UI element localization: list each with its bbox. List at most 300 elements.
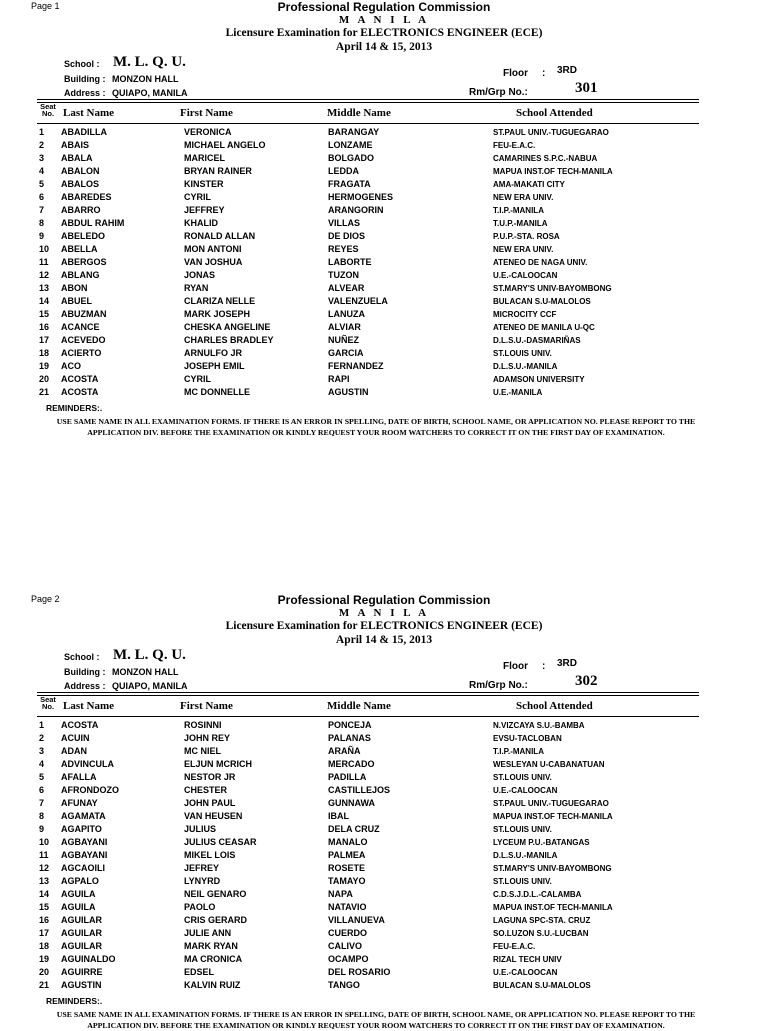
exam-title: Licensure Examination for ELECTRONICS ENGINEER (ECE) — [225, 27, 543, 39]
first-name: KHALID — [184, 218, 218, 228]
school-value: M. L. Q. U. — [113, 647, 186, 663]
last-name: ACOSTA — [61, 374, 99, 384]
last-name: AFRONDOZO — [61, 785, 119, 795]
middle-name: DE DIOS — [328, 231, 366, 241]
last-name: AGAMATA — [61, 811, 106, 821]
table-row — [0, 387, 768, 400]
middle-name: IBAL — [328, 811, 349, 821]
first-name: PAOLO — [184, 902, 216, 912]
last-name: ABERGOS — [61, 257, 107, 267]
address-value: QUIAPO, MANILA — [112, 681, 188, 691]
school-attended: T.U.P.-MANILA — [493, 219, 548, 228]
first-name: JOHN PAUL — [184, 798, 236, 808]
table-row — [0, 335, 768, 348]
middle-name: NATAVIO — [328, 902, 367, 912]
table-row — [0, 374, 768, 387]
middle-name: MANALO — [328, 837, 368, 847]
last-name: ADVINCULA — [61, 759, 114, 769]
last-name: ABALOS — [61, 179, 99, 189]
last-name: ABALON — [61, 166, 100, 176]
school-attended: FEU-E.A.C. — [493, 942, 536, 951]
middle-name: VILLAS — [328, 218, 361, 228]
seat-number: 7 — [39, 798, 45, 808]
last-name: ABADILLA — [61, 127, 107, 137]
first-name: CYRIL — [184, 374, 211, 384]
table-row — [0, 348, 768, 361]
table-row — [0, 257, 768, 270]
first-name: MC NIEL — [184, 746, 221, 756]
seat-number: 8 — [39, 811, 45, 821]
school-attended: U.E.-CALOOCAN — [493, 786, 558, 795]
first-name-header: First Name — [180, 700, 233, 712]
first-name: KALVIN RUIZ — [184, 980, 241, 990]
first-name: JULIUS — [184, 824, 217, 834]
last-name: AFUNAY — [61, 798, 98, 808]
last-name: ACOSTA — [61, 387, 99, 397]
school-attended: ST.LOUIS UNIV. — [493, 773, 552, 782]
first-name: MON ANTONI — [184, 244, 242, 254]
first-name: NEIL GENARO — [184, 889, 247, 899]
middle-name: NUÑEZ — [328, 335, 359, 345]
table-row — [0, 322, 768, 335]
table-row — [0, 772, 768, 785]
seat-number: 21 — [39, 387, 50, 397]
seat-number: 5 — [39, 179, 45, 189]
middle-name: ALVIAR — [328, 322, 361, 332]
school-label: School : — [64, 59, 100, 69]
table-row — [0, 967, 768, 980]
seat-number: 18 — [39, 941, 50, 951]
middle-name: PADILLA — [328, 772, 367, 782]
school-attended: T.I.P.-MANILA — [493, 206, 544, 215]
table-row — [0, 980, 768, 993]
middle-name: LANUZA — [328, 309, 365, 319]
room-number: 302 — [575, 673, 598, 689]
table-row — [0, 166, 768, 179]
seat-number: 14 — [39, 889, 50, 899]
table-row — [0, 915, 768, 928]
table-row — [0, 733, 768, 746]
seat-number: 16 — [39, 915, 50, 925]
table-row — [0, 889, 768, 902]
table-row — [0, 811, 768, 824]
school-attended: P.U.P.-STA. ROSA — [493, 232, 560, 241]
table-row — [0, 205, 768, 218]
city-title: M A N I L A — [338, 607, 430, 619]
school-attended: EVSU-TACLOBAN — [493, 734, 562, 743]
table-row — [0, 876, 768, 889]
first-name: BRYAN RAINER — [184, 166, 252, 176]
middle-name: AGUSTIN — [328, 387, 369, 397]
first-name: CYRIL — [184, 192, 211, 202]
middle-name-header: Middle Name — [327, 107, 391, 119]
reminders-label: REMINDERS:. — [46, 403, 103, 413]
last-name: ABELEDO — [61, 231, 106, 241]
school-attended: MAPUA INST.OF TECH-MANILA — [493, 903, 613, 912]
seat-number: 1 — [39, 127, 45, 137]
reminder-note: USE SAME NAME IN ALL EXAMINATION FORMS. IF THERE IS AN ERROR IN SPELLING, DATE OF BIRTH, SCHOOL NAME, OR APPLICATION NO. PLEASE REPORT TO THE APPLICATION DIV. BEFORE THE EXAMINATION OR KINDLY REQUEST YOUR ROOM WATCHERS TO CORRECT IT ON THE FIRST DAY OF EXAMINATION. — [56, 1010, 696, 1030]
table-row — [0, 296, 768, 309]
table-row — [0, 140, 768, 153]
middle-name: CUERDO — [328, 928, 368, 938]
address-value: QUIAPO, MANILA — [112, 88, 188, 98]
seat-number: 17 — [39, 928, 50, 938]
commission-title: Professional Regulation Commission — [277, 593, 491, 607]
middle-name: RAPI — [328, 374, 350, 384]
middle-name: ROSETE — [328, 863, 366, 873]
table-row — [0, 759, 768, 772]
school-attended: D.L.S.U.-MANILA — [493, 362, 558, 371]
exam-title: Licensure Examination for ELECTRONICS ENGINEER (ECE) — [225, 620, 543, 632]
middle-name: VILLANUEVA — [328, 915, 385, 925]
last-name: AGBAYANI — [61, 837, 108, 847]
first-name: MARK JOSEPH — [184, 309, 251, 319]
middle-name: BARANGAY — [328, 127, 380, 137]
middle-name: HERMOGENES — [328, 192, 394, 202]
middle-name: GUNNAWA — [328, 798, 375, 808]
middle-name: DEL ROSARIO — [328, 967, 391, 977]
first-name: MIKEL LOIS — [184, 850, 236, 860]
first-name: JULIE ANN — [184, 928, 232, 938]
middle-name: PALANAS — [328, 733, 371, 743]
middle-name-header: Middle Name — [327, 700, 391, 712]
first-name: JULIUS CEASAR — [184, 837, 257, 847]
table-row — [0, 218, 768, 231]
last-name: AGUSTIN — [61, 980, 102, 990]
school-attended: SO.LUZON S.U.-LUCBAN — [493, 929, 589, 938]
table-row — [0, 863, 768, 876]
last-name: AGUILA — [61, 889, 96, 899]
table-row — [0, 928, 768, 941]
last-name: AGCAOILI — [61, 863, 105, 873]
middle-name: CALIVO — [328, 941, 363, 951]
seat-number: 15 — [39, 902, 50, 912]
seat-number: 6 — [39, 192, 45, 202]
seat-number: 21 — [39, 980, 50, 990]
floor-colon: : — [542, 68, 546, 79]
school-attended: MAPUA INST.OF TECH-MANILA — [493, 812, 613, 821]
seat-number: 15 — [39, 309, 50, 319]
building-label: Building : — [64, 667, 106, 677]
seat-number: 2 — [39, 140, 45, 150]
first-name: CHESKA ANGELINE — [184, 322, 271, 332]
middle-name: TAMAYO — [328, 876, 366, 886]
last-name: ACANCE — [61, 322, 100, 332]
school-attended-header: School Attended — [516, 107, 593, 119]
middle-name: ALVEAR — [328, 283, 365, 293]
seat-number: 12 — [39, 270, 50, 280]
school-attended: RIZAL TECH UNIV — [493, 955, 562, 964]
school-attended: U.E.-MANILA — [493, 388, 543, 397]
school-attended: BULACAN S.U-MALOLOS — [493, 981, 591, 990]
seat-number: 9 — [39, 231, 45, 241]
school-attended: BULACAN S.U-MALOLOS — [493, 297, 591, 306]
first-name: CHARLES BRADLEY — [184, 335, 274, 345]
first-name: MARK RYAN — [184, 941, 238, 951]
city-title: M A N I L A — [338, 14, 430, 26]
first-name: LYNYRD — [184, 876, 221, 886]
floor-value: 3RD — [557, 658, 578, 669]
middle-name: TUZON — [328, 270, 359, 280]
table-row — [0, 179, 768, 192]
first-name-header: First Name — [180, 107, 233, 119]
header-rule-double — [37, 695, 699, 696]
first-name: ELJUN MCRICH — [184, 759, 253, 769]
seat-number: 13 — [39, 876, 50, 886]
middle-name: BOLGADO — [328, 153, 374, 163]
school-attended: NEW ERA UNIV. — [493, 193, 554, 202]
floor-label: Floor — [503, 68, 528, 79]
school-attended: U.E.-CALOOCAN — [493, 968, 558, 977]
school-attended: C.D.S.J.D.L.-CALAMBA — [493, 890, 582, 899]
school-attended: ST.LOUIS UNIV. — [493, 825, 552, 834]
table-row — [0, 127, 768, 140]
reminder-note: USE SAME NAME IN ALL EXAMINATION FORMS. IF THERE IS AN ERROR IN SPELLING, DATE OF BIRTH, SCHOOL NAME, OR APPLICATION NO. PLEASE REPORT TO THE APPLICATION DIV. BEFORE THE EXAMINATION OR KINDLY REQUEST YOUR ROOM WATCHERS TO CORRECT IT ON THE FIRST DAY OF EXAMINATION. — [56, 417, 696, 437]
school-attended: CAMARINES S.P.C.-NABUA — [493, 154, 598, 163]
school-attended: ST.MARY'S UNIV-BAYOMBONG — [493, 284, 612, 293]
first-name: ROSINNI — [184, 720, 222, 730]
school-attended: ATENEO DE NAGA UNIV. — [493, 258, 588, 267]
school-attended: ST.PAUL UNIV.-TUGUEGARAO — [493, 128, 609, 137]
seat-number: 11 — [39, 850, 49, 860]
last-name: ABALA — [61, 153, 93, 163]
seat-no-header: Seat No. — [40, 695, 56, 711]
first-name: KINSTER — [184, 179, 224, 189]
last-name: ABARRO — [61, 205, 101, 215]
school-attended: LAGUNA SPC-STA. CRUZ — [493, 916, 591, 925]
header-rule-double — [37, 102, 699, 103]
last-name: ACO — [61, 361, 81, 371]
last-name: ADAN — [61, 746, 87, 756]
last-name: ABUZMAN — [61, 309, 107, 319]
middle-name: DELA CRUZ — [328, 824, 380, 834]
last-name: ACIERTO — [61, 348, 102, 358]
school-attended: MAPUA INST.OF TECH-MANILA — [493, 167, 613, 176]
school-attended: ST.LOUIS UNIV. — [493, 349, 552, 358]
seat-number: 19 — [39, 954, 50, 964]
last-name: ABELLA — [61, 244, 98, 254]
last-name: AGUIRRE — [61, 967, 103, 977]
seat-number: 9 — [39, 824, 45, 834]
school-attended: D.L.S.U.-DASMARIÑAS — [493, 336, 581, 345]
header-rule-top — [37, 692, 699, 693]
school-attended: ST.PAUL UNIV.-TUGUEGARAO — [493, 799, 609, 808]
school-attended: N.VIZCAYA S.U.-BAMBA — [493, 721, 585, 730]
first-name: JOSEPH EMIL — [184, 361, 245, 371]
middle-name: MERCADO — [328, 759, 375, 769]
first-name: MA CRONICA — [184, 954, 243, 964]
table-row — [0, 902, 768, 915]
last-name: ABON — [61, 283, 88, 293]
school-attended: AMA-MAKATI CITY — [493, 180, 565, 189]
first-name: NESTOR JR — [184, 772, 236, 782]
building-value: MONZON HALL — [112, 667, 179, 677]
seat-number: 13 — [39, 283, 50, 293]
school-attended: T.I.P.-MANILA — [493, 747, 544, 756]
middle-name: FERNANDEZ — [328, 361, 384, 371]
table-row — [0, 824, 768, 837]
seat-number: 2 — [39, 733, 45, 743]
table-row — [0, 954, 768, 967]
commission-title: Professional Regulation Commission — [277, 0, 491, 14]
first-name: CRIS GERARD — [184, 915, 248, 925]
first-name: ARNULFO JR — [184, 348, 242, 358]
table-row — [0, 153, 768, 166]
last-name: ABAREDES — [61, 192, 112, 202]
last-name: AGPALO — [61, 876, 99, 886]
first-name: VAN JOSHUA — [184, 257, 243, 267]
table-row — [0, 785, 768, 798]
last-name-header: Last Name — [63, 107, 115, 119]
school-label: School : — [64, 652, 100, 662]
middle-name: ARANGORIN — [328, 205, 384, 215]
first-name: JONAS — [184, 270, 216, 280]
first-name: EDSEL — [184, 967, 215, 977]
last-name: AGUILA — [61, 902, 96, 912]
last-name: ABAIS — [61, 140, 90, 150]
address-label: Address : — [64, 681, 106, 691]
middle-name: OCAMPO — [328, 954, 369, 964]
school-attended: MICROCITY CCF — [493, 310, 557, 319]
table-row — [0, 283, 768, 296]
seat-number: 18 — [39, 348, 50, 358]
seat-number: 10 — [39, 837, 50, 847]
seat-number: 20 — [39, 967, 50, 977]
room-number: 301 — [575, 80, 598, 96]
school-attended: WESLEYAN U-CABANATUAN — [493, 760, 605, 769]
header-rule-bottom — [37, 716, 699, 717]
middle-name: ARAÑA — [328, 746, 361, 756]
room-label: Rm/Grp No.: — [469, 87, 528, 98]
school-attended: D.L.S.U.-MANILA — [493, 851, 558, 860]
first-name: JOHN REY — [184, 733, 231, 743]
table-row — [0, 720, 768, 733]
table-row — [0, 798, 768, 811]
school-attended: ATENEO DE MANILA U-QC — [493, 323, 595, 332]
table-row — [0, 244, 768, 257]
floor-colon: : — [542, 661, 546, 672]
floor-label: Floor — [503, 661, 528, 672]
seat-number: 16 — [39, 322, 50, 332]
school-attended: FEU-E.A.C. — [493, 141, 536, 150]
middle-name: REYES — [328, 244, 359, 254]
school-attended: ST.MARY'S UNIV-BAYOMBONG — [493, 864, 612, 873]
first-name: MICHAEL ANGELO — [184, 140, 266, 150]
last-name: AGUILAR — [61, 941, 102, 951]
last-name: ACEVEDO — [61, 335, 106, 345]
first-name: RYAN — [184, 283, 209, 293]
first-name: RONALD ALLAN — [184, 231, 256, 241]
header-rule-bottom — [37, 123, 699, 124]
school-attended: ADAMSON UNIVERSITY — [493, 375, 585, 384]
first-name: JEFREY — [184, 863, 220, 873]
room-label: Rm/Grp No.: — [469, 680, 528, 691]
seat-number: 1 — [39, 720, 45, 730]
school-value: M. L. Q. U. — [113, 54, 186, 70]
seat-no-header: Seat No. — [40, 102, 56, 118]
first-name: VERONICA — [184, 127, 232, 137]
seat-number: 7 — [39, 205, 45, 215]
last-name: ACOSTA — [61, 720, 99, 730]
last-name: ABLANG — [61, 270, 100, 280]
reminders-label: REMINDERS:. — [46, 996, 103, 1006]
table-row — [0, 746, 768, 759]
seat-number: 8 — [39, 218, 45, 228]
middle-name: TANGO — [328, 980, 360, 990]
exam-date: April 14 & 15, 2013 — [335, 41, 433, 53]
table-row — [0, 361, 768, 374]
school-attended: LYCEUM P.U.-BATANGAS — [493, 838, 590, 847]
middle-name: GARCIA — [328, 348, 364, 358]
exam-date: April 14 & 15, 2013 — [335, 634, 433, 646]
page-number-label: Page 1 — [31, 1, 60, 11]
table-row — [0, 850, 768, 863]
last-name: ACUIN — [61, 733, 90, 743]
seat-number: 5 — [39, 772, 45, 782]
first-name: CHESTER — [184, 785, 228, 795]
last-name: ABUEL — [61, 296, 92, 306]
table-row — [0, 192, 768, 205]
page-number-label: Page 2 — [31, 594, 60, 604]
middle-name: LEDDA — [328, 166, 359, 176]
table-row — [0, 837, 768, 850]
seat-number: 20 — [39, 374, 50, 384]
last-name: AGUILAR — [61, 928, 102, 938]
seat-number: 10 — [39, 244, 50, 254]
seat-number: 17 — [39, 335, 50, 345]
last-name: AFALLA — [61, 772, 97, 782]
middle-name: PONCEJA — [328, 720, 372, 730]
table-row — [0, 941, 768, 954]
header-rule-top — [37, 99, 699, 100]
seat-number: 3 — [39, 746, 45, 756]
last-name: AGAPITO — [61, 824, 102, 834]
first-name: CLARIZA NELLE — [184, 296, 256, 306]
middle-name: LONZAME — [328, 140, 373, 150]
seat-number: 14 — [39, 296, 50, 306]
school-attended-header: School Attended — [516, 700, 593, 712]
building-label: Building : — [64, 74, 106, 84]
seat-number: 11 — [39, 257, 49, 267]
table-row — [0, 270, 768, 283]
middle-name: FRAGATA — [328, 179, 371, 189]
seat-number: 12 — [39, 863, 50, 873]
first-name: VAN HEUSEN — [184, 811, 243, 821]
seat-number: 4 — [39, 166, 45, 176]
middle-name: NAPA — [328, 889, 353, 899]
table-row — [0, 309, 768, 322]
first-name: MC DONNELLE — [184, 387, 250, 397]
middle-name: LABORTE — [328, 257, 372, 267]
last-name: ABDUL RAHIM — [61, 218, 125, 228]
seat-number: 19 — [39, 361, 50, 371]
seat-number: 4 — [39, 759, 45, 769]
first-name: MARICEL — [184, 153, 225, 163]
school-attended: NEW ERA UNIV. — [493, 245, 554, 254]
last-name: AGBAYANI — [61, 850, 108, 860]
middle-name: VALENZUELA — [328, 296, 388, 306]
table-row — [0, 231, 768, 244]
last-name: AGUILAR — [61, 915, 102, 925]
first-name: JEFFREY — [184, 205, 225, 215]
school-attended: U.E.-CALOOCAN — [493, 271, 558, 280]
seat-number: 3 — [39, 153, 45, 163]
address-label: Address : — [64, 88, 106, 98]
middle-name: PALMEA — [328, 850, 366, 860]
seat-number: 6 — [39, 785, 45, 795]
last-name-header: Last Name — [63, 700, 115, 712]
school-attended: ST.LOUIS UNIV. — [493, 877, 552, 886]
